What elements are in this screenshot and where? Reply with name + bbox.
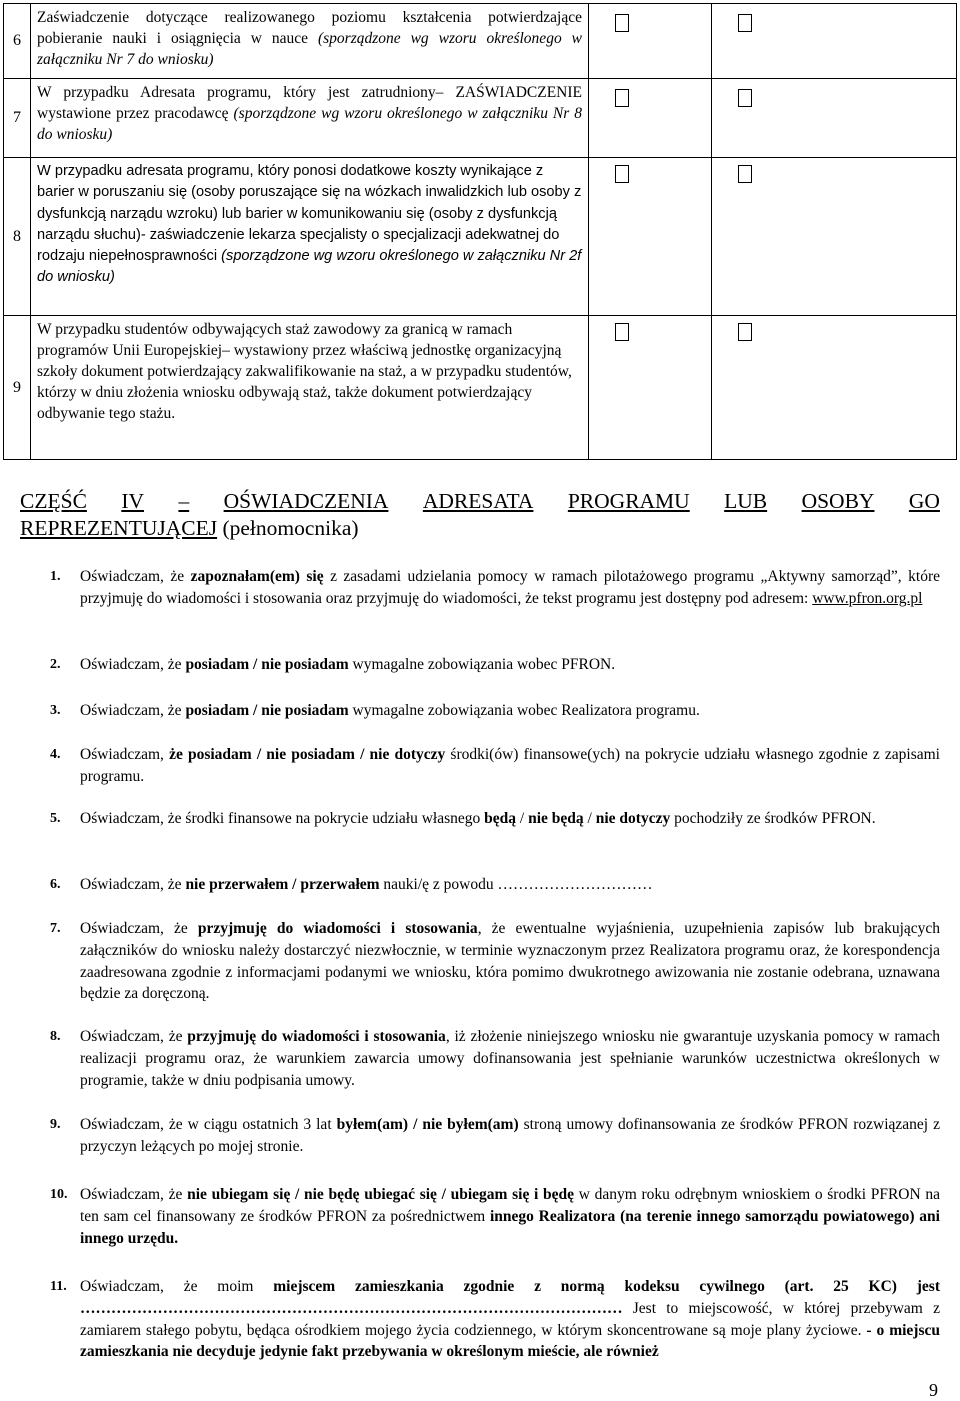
text-run: będą xyxy=(484,810,517,827)
text-run: Oświadczam, xyxy=(80,746,170,763)
text-run: Oświadczam, że xyxy=(80,1186,188,1203)
declaration-text xyxy=(80,918,940,1005)
text-run: przyjmuję do wiadomości i stosowania xyxy=(187,1028,446,1045)
text-run: / xyxy=(583,810,596,827)
declaration-number: 6. xyxy=(50,877,61,892)
text-run: nie dotyczy xyxy=(595,810,671,827)
declaration-text xyxy=(80,808,940,830)
text-run: Oświadczam, że xyxy=(80,656,186,673)
text-run: Oświadczam, że moim xyxy=(80,1278,274,1295)
text-run: nie ubiegam się / nie będę ubiegać się / ubiegam się i będę xyxy=(187,1186,575,1203)
declaration-text xyxy=(80,566,940,610)
text-run: posiadam / nie posiadam xyxy=(185,702,349,719)
row-number: 6 xyxy=(4,4,31,79)
checkbox-cell-no xyxy=(712,158,957,316)
text-run: , że ewentualne wyjaśnienia, uzupełnienia zapisów lub brakujących załączników do wniosku należy dostarczyć niezwłocznie, w terminie wyznaczonym przez Realizatora programu oraz, że korespondencja zaadresowana zgodnie z informacjami podanymi we wniosku, która pomimo dwukrotnego awizowania nie zostanie odebrana, uznawana będzie za doręczoną. xyxy=(80,920,941,1003)
text-run: posiadam / nie posiadam xyxy=(185,656,349,673)
text-run: wymagalne zobowiązania wobec PFRON. xyxy=(348,656,616,673)
declaration-number: 2. xyxy=(50,657,61,672)
documents-table xyxy=(3,3,957,460)
text-run: wymagalne zobowiązania wobec Realizatora programu. xyxy=(348,702,700,719)
row-number: 7 xyxy=(4,79,31,158)
table-row xyxy=(4,316,957,460)
text-run: innego Realizatora (na terenie innego samorządu powiatowego) ani innego urzędu. xyxy=(80,1207,940,1247)
text-run: miejscem zamieszkania zgodnie z normą kodeksu cywilnego (art. 25 KC) jest …………………………………………………………………………………………… xyxy=(80,1278,940,1317)
checkbox[interactable] xyxy=(615,165,629,183)
declaration-text xyxy=(80,700,940,722)
table-row xyxy=(4,158,957,316)
checkbox[interactable] xyxy=(738,89,752,107)
text-run: że posiadam / nie posiadam / nie dotyczy xyxy=(169,746,446,763)
checkbox[interactable] xyxy=(615,89,629,107)
text-run: przyjmuję do wiadomości i stosowania xyxy=(197,920,478,937)
declaration-text xyxy=(80,1276,940,1363)
text-run: Oświadczam, że xyxy=(80,702,186,719)
text-run: Oświadczam, że xyxy=(80,920,198,937)
text-run: , iż złożenie niniejszego wniosku nie gwarantuje uzyskania pomocy w ramach realizacji programu oraz, że warunkiem zawarcia umowy dofinansowania jest spełnianie warunków uczestnictwa określonych w programie, także w dniu podpisania umowy. xyxy=(80,1028,941,1089)
checkbox-cell-yes xyxy=(589,4,712,79)
declaration-text xyxy=(80,1114,940,1158)
page-number: 9 xyxy=(929,1380,938,1400)
text-run: Oświadczam, że środki finansowe na pokrycie udziału własnego xyxy=(80,810,485,827)
checkbox-cell-yes xyxy=(589,158,712,316)
text-run: byłem(am) / nie byłem(am) xyxy=(336,1116,519,1133)
text-run: nie będą xyxy=(528,810,584,827)
section-heading-line1: CZĘŚĆ IV – OŚWIADCZENIA ADRESATA PROGRAMU LUB OSOBY GO xyxy=(20,489,940,513)
text-run: Oświadczam, że xyxy=(80,568,191,585)
declaration-number: 7. xyxy=(50,921,61,936)
declaration-text xyxy=(80,744,940,788)
website-link[interactable]: www.pfron.org.pl xyxy=(812,589,923,607)
text-run: / xyxy=(516,810,529,827)
checkbox[interactable] xyxy=(615,14,629,32)
text-run: w danym roku odrębnym wnioskiem o środki PFRON na ten sam cel finansowany ze środków PFRON za pośrednictwem xyxy=(80,1186,941,1225)
text-run: środki(ów) finansowe(ych) na pokrycie udziału własnego zgodnie z zapisami programu. xyxy=(80,746,940,785)
checkbox-cell-yes xyxy=(589,79,712,158)
checkbox-cell-yes xyxy=(589,316,712,460)
row-number: 8 xyxy=(4,158,31,316)
table-row xyxy=(4,4,957,79)
text-run: Oświadczam, że xyxy=(80,1028,188,1045)
checkbox[interactable] xyxy=(738,14,752,32)
declaration-number: 1. xyxy=(50,569,61,584)
text-run: stroną umowy dofinansowania ze środków PFRON rozwiązanej z przyczyn leżących po mojej stronie. xyxy=(80,1116,940,1155)
checkbox-cell-no xyxy=(712,79,957,158)
text-run: z zasadami udzielania pomocy w ramach pilotażowego programu „Aktywny samorząd”, które przyjmuję do wiadomości i stosowania oraz przyjmuję do wiadomości, że tekst programu jest dostępny pod adresem: xyxy=(80,568,940,607)
declaration-number: 4. xyxy=(50,747,61,762)
checkbox[interactable] xyxy=(738,165,752,183)
declaration-number: 8. xyxy=(50,1029,61,1044)
section-heading-line2: REPREZENTUJĄCEJ (pełnomocnika) xyxy=(20,516,359,540)
text-run: Oświadczam, że xyxy=(80,876,186,893)
declaration-number: 11. xyxy=(50,1279,67,1294)
declaration-number: 3. xyxy=(50,703,61,718)
row-number: 9 xyxy=(4,316,31,460)
declaration-number: 5. xyxy=(50,811,61,826)
declaration-text xyxy=(80,1026,940,1091)
declaration-number: 10. xyxy=(50,1187,68,1202)
row-description: Zaświadczenie dotyczące realizowanego poziomu kształcenia potwierdzające pobieranie nauki i osiągnięcia w nauce (sporządzone wg wzoru określonego w załączniku Nr 7 do wniosku) xyxy=(31,4,589,79)
text-run: zapoznałam(em) się xyxy=(190,568,324,585)
declaration-text xyxy=(80,1184,940,1249)
row-description: W przypadku adresata programu, który ponosi dodatkowe koszty wynikające z barier w poruszaniu się (osoby poruszające się na wózkach inwalidzkich lub osoby z dysfunkcją narządu wzroku) lub barier w komunikowaniu się (osoby z dysfunkcją narządu słuchu)- zaświadczenie lekarza specjalisty o specjalizacji adekwatnej do rodzaju niepełnosprawności (sporządzone wg wzoru określonego w załączniku Nr 2f do wniosku) xyxy=(31,158,589,316)
checkbox[interactable] xyxy=(615,323,629,341)
row-description: W przypadku studentów odbywających staż zawodowy za granicą w ramach programów Unii Europejskiej– wystawiony przez właściwą jednostkę organizacyjną szkoły dokument potwierdzający zakwalifikowanie na staż, a w przypadku studentów, którzy w dniu złożenia wniosku odbywają staż, także dokument potwierdzający odbywanie tego stażu. xyxy=(31,316,589,460)
text-run: Jest to miejscowość, w której przebywam z zamiarem stałego pobytu, będąca ośrodkiem mojego życia codziennego, w którym skoncentrowane są moje plany życiowe. xyxy=(80,1299,940,1339)
section-heading xyxy=(20,488,940,542)
table-row xyxy=(4,79,957,158)
text-run: nie przerwałem / przerwałem xyxy=(185,876,380,893)
declaration-number: 9. xyxy=(50,1117,61,1132)
declaration-text xyxy=(80,654,940,676)
text-run: pochodziły ze środków PFRON. xyxy=(670,810,876,827)
text-run: Oświadczam, że w ciągu ostatnich 3 lat xyxy=(80,1116,337,1133)
checkbox-cell-no xyxy=(712,316,957,460)
checkbox[interactable] xyxy=(738,323,752,341)
text-run: - o miejscu zamieszkania nie decyduje jedynie fakt przebywania w określonym mieście, ale również xyxy=(80,1321,941,1361)
text-run: nauki/ę z powodu ………………………… xyxy=(379,876,653,893)
row-description: W przypadku Adresata programu, który jest zatrudniony– ZAŚWIADCZENIE wystawione przez pracodawcę (sporządzone wg wzoru określonego w załączniku Nr 8 do wniosku) xyxy=(31,79,589,158)
checkbox-cell-no xyxy=(712,4,957,79)
declaration-text xyxy=(80,874,940,896)
